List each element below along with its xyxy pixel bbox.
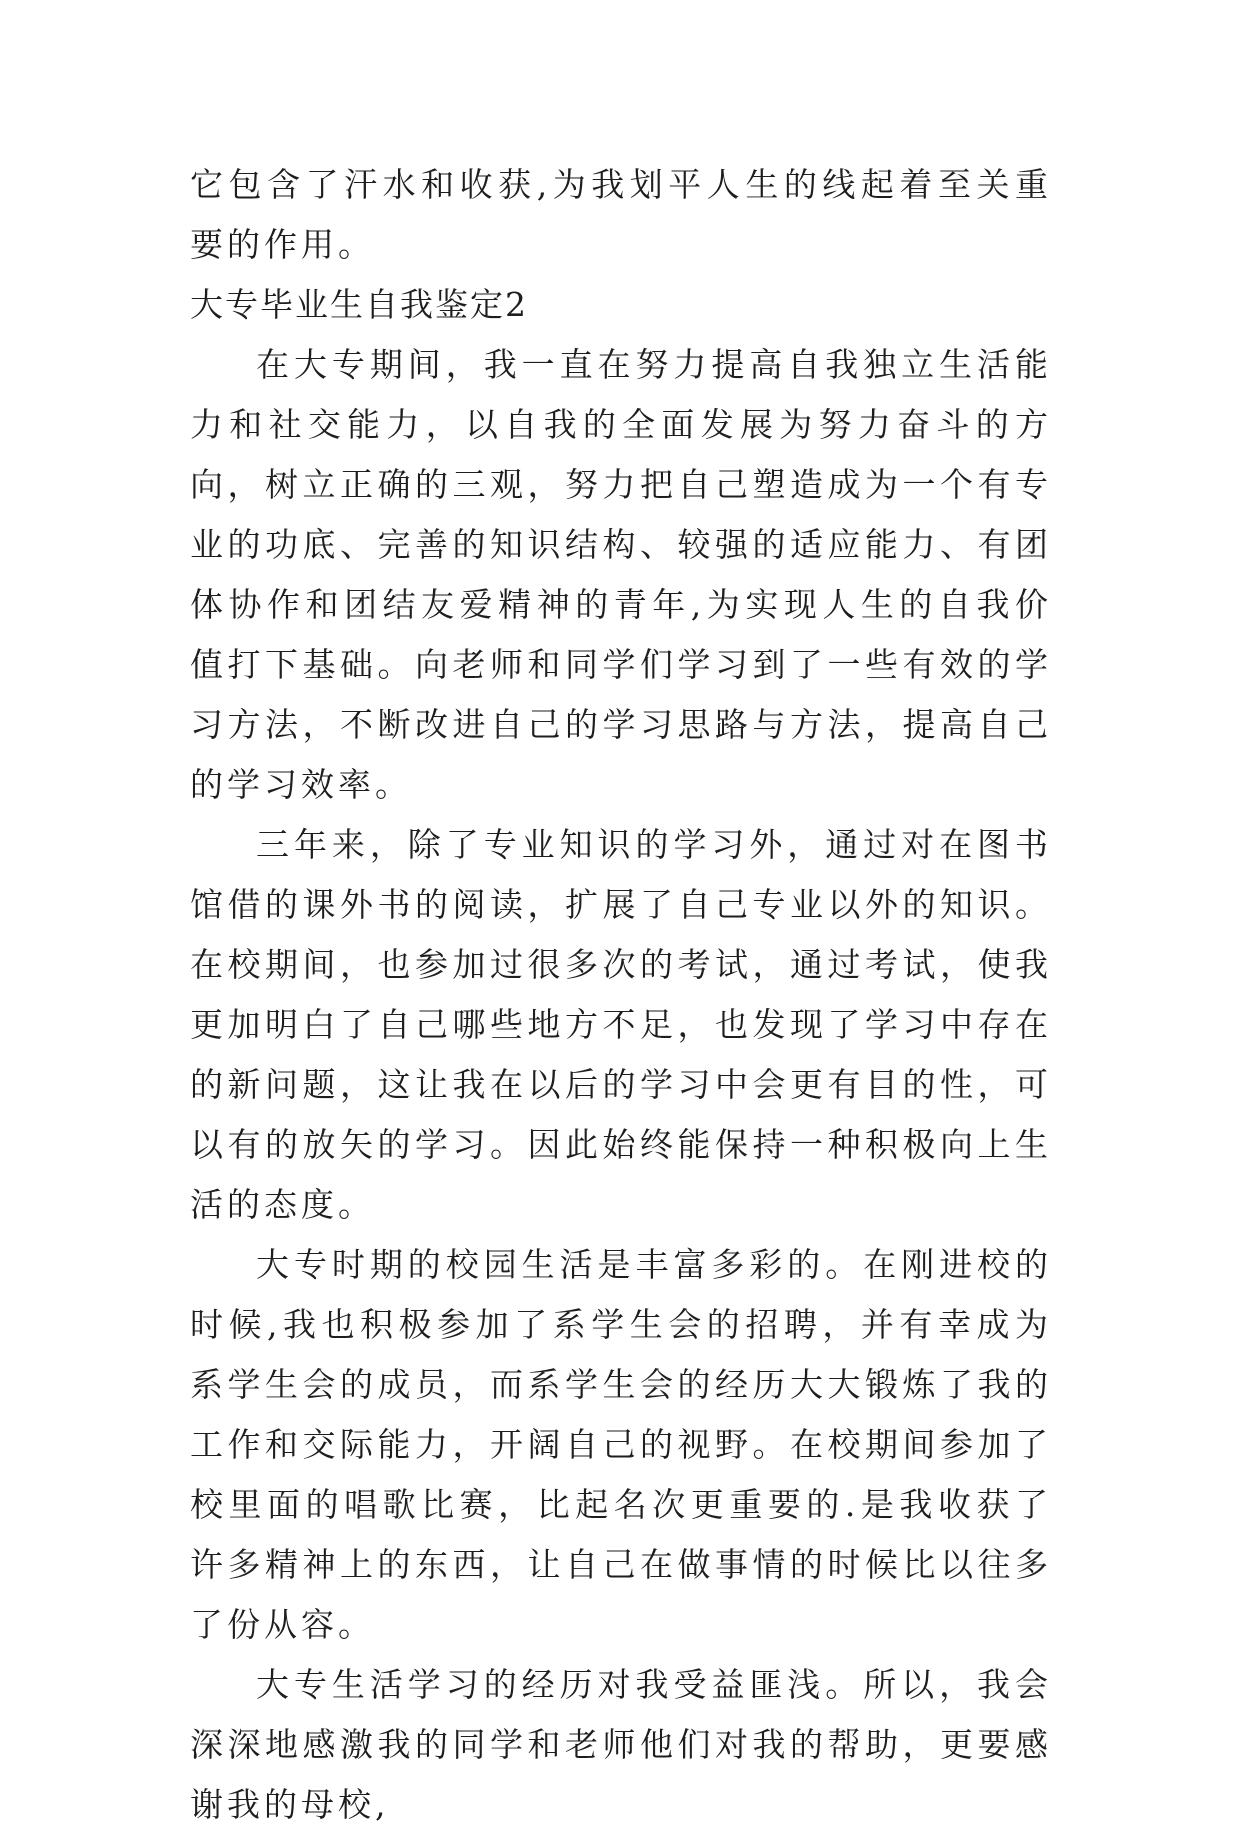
section-heading: 大专毕业生自我鉴定2: [190, 285, 528, 324]
document-body: [190, 155, 1052, 1835]
paragraph: 三年来，除了专业知识的学习外，通过对在图书馆借的课外书的阅读，扩展了自己专业以外的知识。在校期间，也参加过很多次的考试，通过考试，使我更加明白了自己哪些地方不足，也发现了学习中存在的新问题，这让我在以后的学习中会更有目的性，可以有的放矢的学习。因此始终能保持一种积极向上生活的态度。: [190, 825, 1052, 1224]
paragraph: 在大专期间，我一直在努力提高自我独立生活能力和社交能力，以自我的全面发展为努力奋斗的方向，树立正确的三观，努力把自己塑造成为一个有专业的功底、完善的知识结构、较强的适应能力、有团体协作和团结友爱精神的青年,为实现人生的自我价值打下基础。向老师和同学们学习到了一些有效的学习方法，不断改进自己的学习思路与方法，提高自己的学习效率。: [190, 345, 1052, 804]
paragraph-continuation: 它包含了汗水和收获,为我划平人生的线起着至关重要的作用。: [190, 165, 1052, 264]
paragraph: 大专生活学习的经历对我受益匪浅。所以，我会深深地感激我的同学和老师他们对我的帮助，更要感谢我的母校,: [190, 1665, 1052, 1824]
paragraph: 大专时期的校园生活是丰富多彩的。在刚进校的时候,我也积极参加了系学生会的招聘，并有幸成为系学生会的成员，而系学生会的经历大大锻炼了我的工作和交际能力，开阔自己的视野。在校期间参加了校里面的唱歌比赛，比起名次更重要的.是我收获了许多精神上的东西，让自己在做事情的时候比以往多了份从容。: [190, 1245, 1052, 1644]
